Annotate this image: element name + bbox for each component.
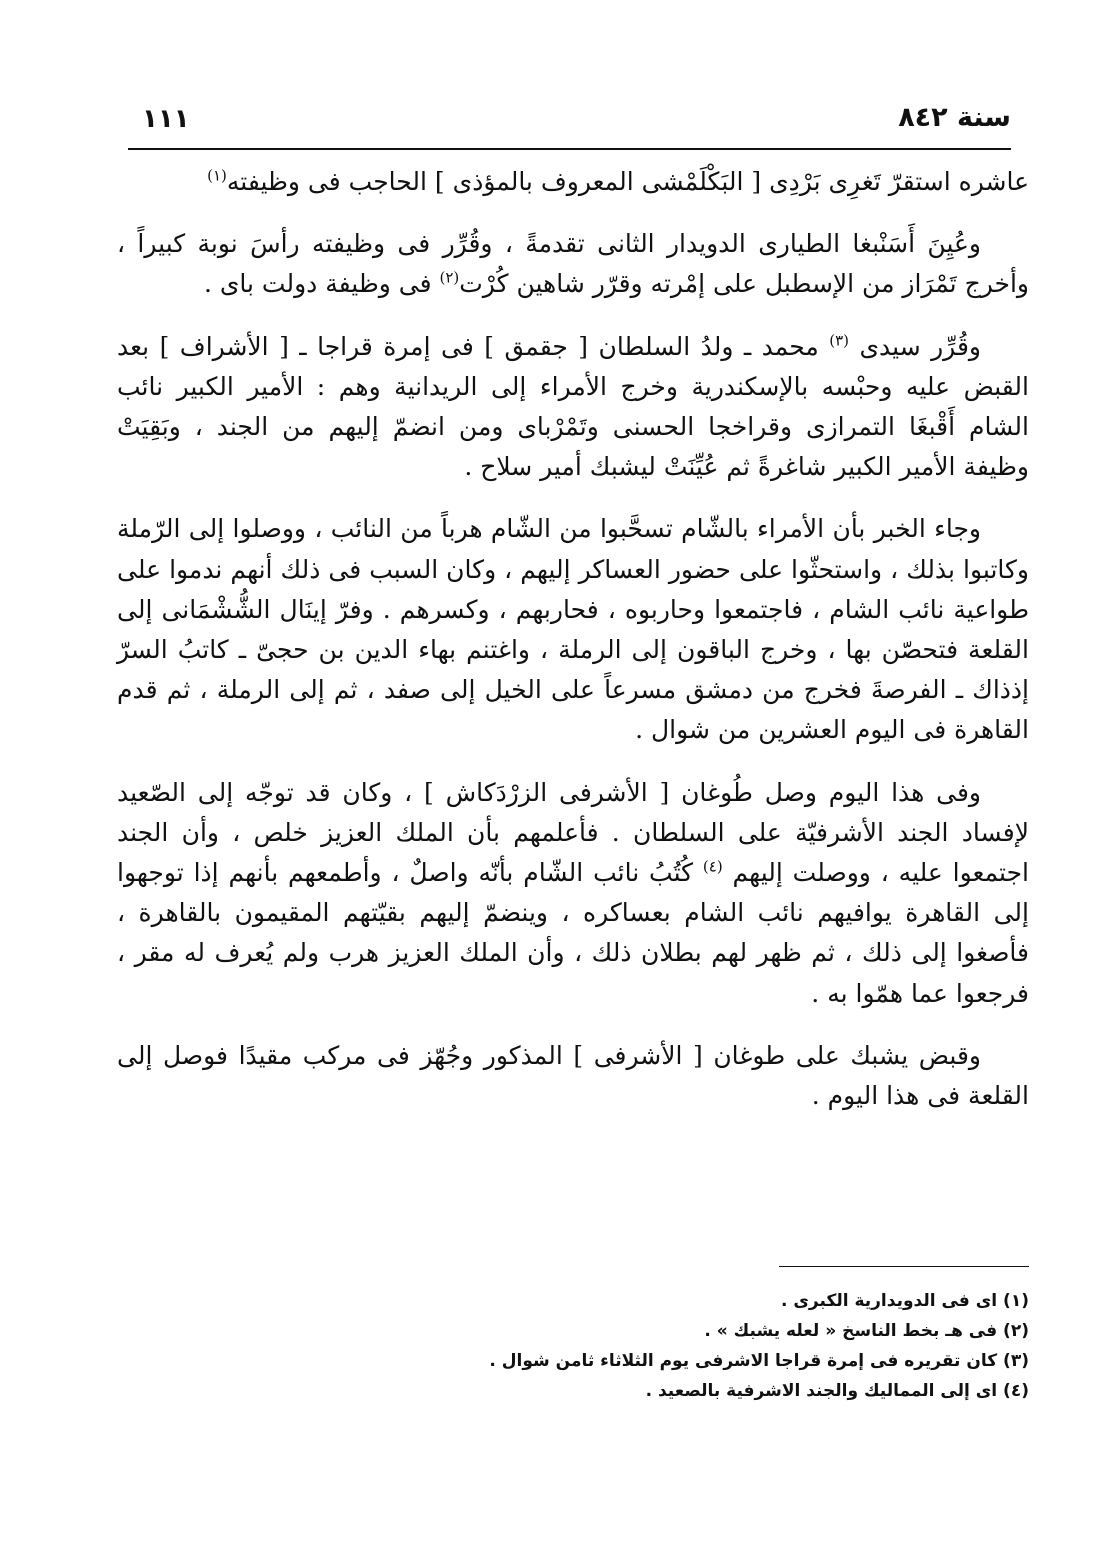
paragraph <box>117 327 1029 488</box>
paragraph-text: وعُيِنَ أَسَنْبغا الطيارى الدويدار الثانى تقدمةً ، وقُرِّر فى وظيفته رأسَ نوبة كبيراً ، وأخرج تَمْرَاز من الإسطبل على إمْرته وقرّر شاهين كُرْت <box>117 229 1029 299</box>
paragraph <box>117 224 1029 304</box>
paragraph <box>117 773 1029 1014</box>
footnote: (٣) كان تقريره فى إمرة قراجا الاشرفى يوم الثلاثاء ثامن شوال . <box>489 1351 1029 1371</box>
main-text <box>117 162 1029 1116</box>
paragraph <box>117 509 1029 750</box>
footnote-marker: (١) <box>207 166 227 185</box>
paragraph-text: فى وظيفة دولت باى . <box>203 269 440 299</box>
year-heading: سنة ٨٤٢ <box>898 102 1011 133</box>
paragraph <box>117 1036 1029 1116</box>
page-number: ١١١ <box>142 104 190 134</box>
page-header <box>128 102 1011 150</box>
footnote: (٢) فى هـ بخط الناسخ « لعله يشبك » . <box>704 1321 1029 1341</box>
paragraph-text: محمد ـ ولدُ السلطان [ جقمق ] فى إمرة قراجا ـ [ الأشراف ] بعد القبض عليه وحبْسه بالإسكندرية وخرج الأمراء إلى الريدانية وهم : الأمير الكبير نائب الشام أَقْبغَا التمرازى وقراخجا الحسنى وتَمْرْباى ومن انضمّ إليهم من الجند ، وبَقِيَتْ وظيفة الأمير الكبير شاغرةً ثم عُيِّنَتْ ليشبك أمير سلاح . <box>117 331 1029 482</box>
footnote-marker: (٣) <box>829 331 849 350</box>
paragraph-text: عاشره استقرّ تَغرِى بَرْدِى [ البَكْلَمْشى المعروف بالمؤذى ] الحاجب فى وظيفته <box>226 167 1029 196</box>
paragraph <box>117 162 1029 202</box>
footnotes <box>129 1286 1029 1406</box>
paragraph-text: كُتُبُ نائب الشّام بأنّه واصلٌ ، وأطمعهم بأنهم إذا توجهوا إلى القاهرة يوافيهم نائب الشام بعساكره ، وينضمّ إليهم بقيّتهم المقيمون بالقاهرة ، فأصغوا إلى ذلك ، ثم ظهر لهم بطلان ذلك ، وأن الملك العزيز هرب ولم يُعرف له مقر ، فرجعوا عما همّوا به . <box>117 858 1029 1008</box>
paragraph-text: وجاء الخبر بأن الأمراء بالشّام تسحَّبوا من الشّام هرباً من النائب ، ووصلوا إلى الرّملة وكاتبوا بذلك ، واستحثّوا على حضور العساكر إليهم ، وكان السبب فى ذلك أنهم ندموا على طواعية نائب الشام ، فاجتمعوا وحاربوه ، فحاربهم ، وكسرهم . وفرّ إينَال الشُّشْمَانى إلى القلعة فتحصّن بها ، وخرج الباقون إلى الرملة ، واغتنم بهاء الدين بن حجىّ ـ كاتبُ السرّ إذذاك ـ الفرصةَ فخرج من دمشق مسرعاً على الخيل إلى صفد ، ثم إلى الرملة ، ثم قدم القاهرة فى اليوم العشرين من شوال . <box>117 514 1029 745</box>
footnote: (١) اى فى الدويدارية الكبرى . <box>780 1291 1029 1311</box>
footnote-marker: (٢) <box>439 269 460 288</box>
footnote-divider <box>779 1266 1029 1267</box>
footnote-marker: (٤) <box>702 857 723 876</box>
paragraph-text: وفى هذا اليوم وصل طُوغان [ الأشرفى الزرْدَكاش ] ، وكان قد توجّه إلى الصّعيد لإفساد الجند الأشرفيّة على السلطان . فأعلمهم بأن الملك العزيز خلص ، وأن الجند اجتمعوا عليه ، ووصلت إليهم <box>117 777 1029 888</box>
paragraph-text: وقُرِّر سيدى <box>849 331 981 361</box>
paragraph-text: وقبض يشبك على طوغان [ الأشرفى ] المذكور وجُهّز فى مركب مقيدًا فوصل إلى القلعة فى هذا اليوم . <box>117 1040 1029 1111</box>
footnote: (٤) اى إلى المماليك والجند الاشرفية بالصعيد . <box>645 1381 1029 1401</box>
